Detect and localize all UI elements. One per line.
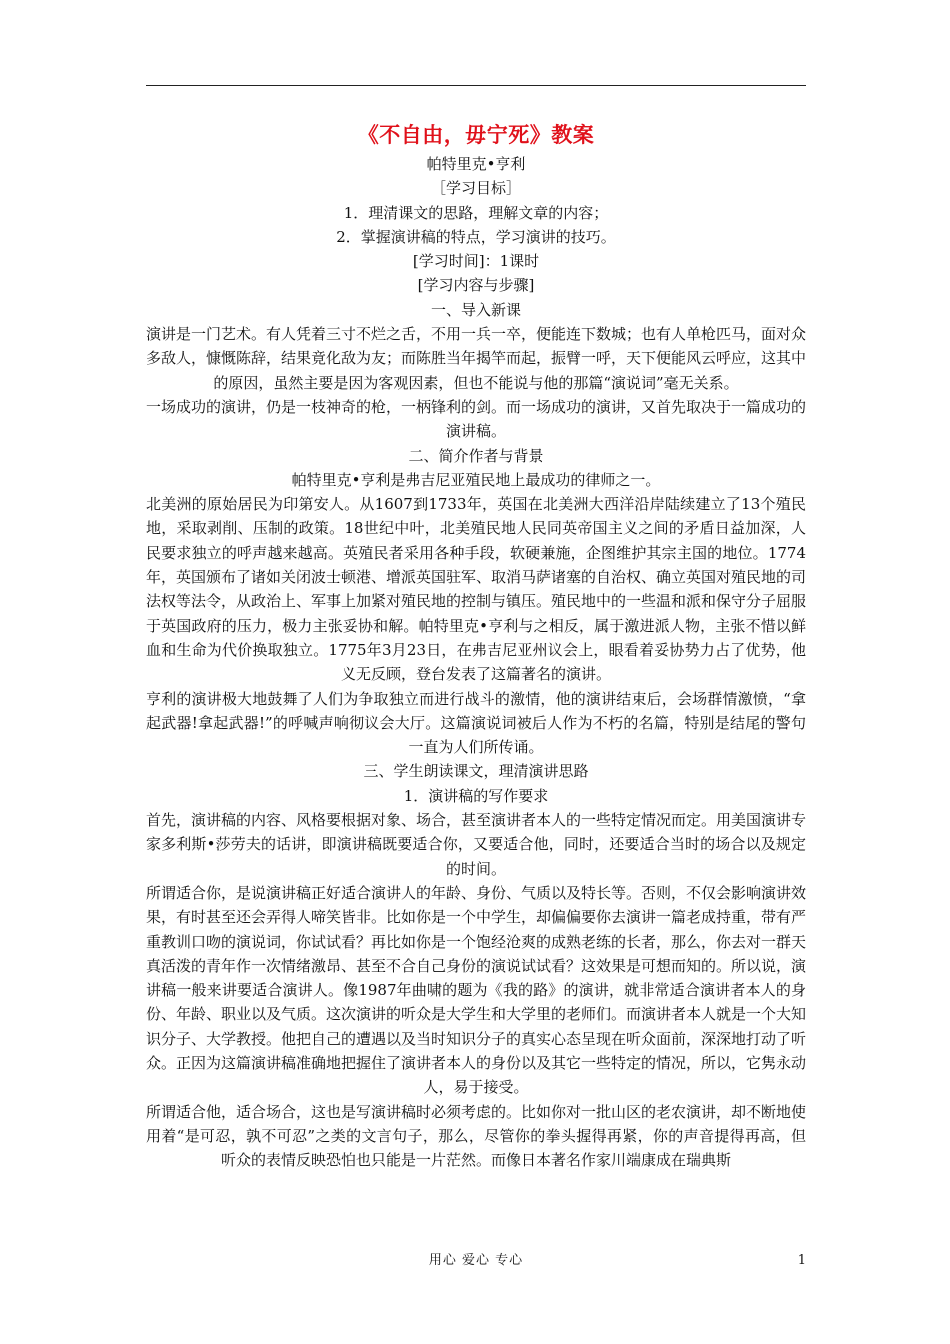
centered-line: 三、学生朗读课文，理清演讲思路 bbox=[363, 762, 589, 781]
document-body bbox=[146, 176, 806, 1172]
centered-line: 帕特里克•亨利是弗吉尼亚殖民地上最成功的律师之一。 bbox=[291, 470, 661, 489]
centered-line: 1．演讲稿的写作要求 bbox=[403, 786, 549, 805]
body-paragraph: 一场成功的演讲，仍是一枝神奇的枪，一柄锋利的剑。而一场成功的演讲，又首先取决于一篇成功的演讲稿。 bbox=[146, 397, 807, 441]
body-paragraph: 演讲是一门艺术。有人凭着三寸不烂之舌，不用一兵一卒，便能连下数城；也有人单枪匹马，面对众多敌人，慷慨陈辞，结果竟化敌为友；而陈胜当年揭竿而起，振臂一呼，天下便能风云呼应，这其中的原因，虽然主要是因为客观因素，但也不能说与他的那篇“演说词”毫无关系。 bbox=[146, 325, 807, 392]
document-author: 帕特里克•亨利 bbox=[426, 155, 526, 173]
footer-motto: 用心 爱心 专心 bbox=[428, 1253, 524, 1268]
centered-line: 二、简介作者与背景 bbox=[408, 446, 544, 465]
centered-line: 一、导入新课 bbox=[430, 300, 521, 319]
body-paragraph: 北美洲的原始居民为印第安人。从1607到1733年，英国在北美洲大西洋沿岸陆续建立了13个殖民地，采取剥削、压制的政策。18世纪中叶，北美殖民地人民同英帝国主义之间的矛盾日益加深，人民要求独立的呼声越来越高。英殖民者采用各种手段，软硬兼施，企图维护其宗主国的地位。1774年，英国颁布了诸如关闭波士顿港、增派英国驻军、取消马萨诸塞的自治权、确立英国对殖民地的司法权等法令，从政治上、军事上加紧对殖民地的控制与镇压。殖民地中的一些温和派和保守分子屈服于英国政府的压力，极力主张妥协和解。帕特里克•亨利与之相反，属于激进派人物，主张不惜以鲜血和生命为代价换取独立。1775年3月23日，在弗吉尼亚州议会上，眼看着妥协势力占了优势，他义无反顾，登台发表了这篇著名的演讲。 bbox=[146, 495, 807, 684]
document-title: 《不自由，毋宁死》教案 bbox=[357, 122, 595, 147]
centered-line: 1．理清课文的思路，理解文章的内容； bbox=[343, 203, 609, 222]
document-page bbox=[146, 118, 806, 1172]
body-paragraph: 所谓适合你，是说演讲稿正好适合演讲人的年龄、身份、气质以及特长等。否则，不仅会影响演讲效果，有时甚至还会弄得人啼笑皆非。比如你是一个中学生，却偏偏要你去演讲一篇老成持重，带有严重教训口吻的演说词，你试试看？再比如你是一个饱经沧爽的成熟老练的长者，那么，你去对一群天真活泼的青年作一次情绪激昂、甚至不合自己身份的演说试试看？这效果是可想而知的。所以说，演讲稿一般来讲要适合演讲人。像1987年曲啸的题为《我的路》的演讲，就非常适合演讲者本人的身份、年龄、职业以及气质。这次演讲的听众是大学生和大学里的老师们。而演讲者本人就是一个大知识分子、大学教授。他把自己的遭遇以及当时知识分子的真实心态呈现在听众面前，深深地打动了听众。正因为这篇演讲稿准确地把握住了演讲者本人的身份以及其它一些特定的情况，所以，它隽永动人，易于接受。 bbox=[146, 883, 807, 1097]
centered-line: [学习内容与步骤] bbox=[417, 276, 535, 295]
centered-line: [学习时间]：1课时 bbox=[412, 252, 540, 271]
header-rule bbox=[146, 85, 806, 86]
centered-line: ［学习目标］ bbox=[430, 179, 521, 198]
body-paragraph: 首先，演讲稿的内容、风格要根据对象、场合，甚至演讲者本人的一些特定情况而定。用美国演讲专家多利斯•莎劳夫的话讲，即演讲稿既要适合你，又要适合他，同时，还要适合当时的场合以及规定的时间。 bbox=[146, 811, 807, 878]
page-number: 1 bbox=[797, 1253, 806, 1268]
body-paragraph: 所谓适合他，适合场合，这也是写演讲稿时必须考虑的。比如你对一批山区的老农演讲，却不断地使用着“是可忍，孰不可忍”之类的文言句子，那么，尽管你的拳头握得再紧，你的声音提得再高，但听众的表情反映恐怕也只能是一片茫然。而像日本著名作家川端康成在瑞典斯 bbox=[146, 1102, 807, 1170]
body-paragraph: 亨利的演讲极大地鼓舞了人们为争取独立而进行战斗的激情，他的演讲结束后，会场群情激愤，“拿起武器!拿起武器!”的呼喊声响彻议会大厅。这篇演说词被后人作为不朽的名篇，特别是结尾的警句一直为人们所传诵。 bbox=[146, 689, 806, 757]
centered-line: 2．掌握演讲稿的特点，学习演讲的技巧。 bbox=[336, 227, 616, 246]
